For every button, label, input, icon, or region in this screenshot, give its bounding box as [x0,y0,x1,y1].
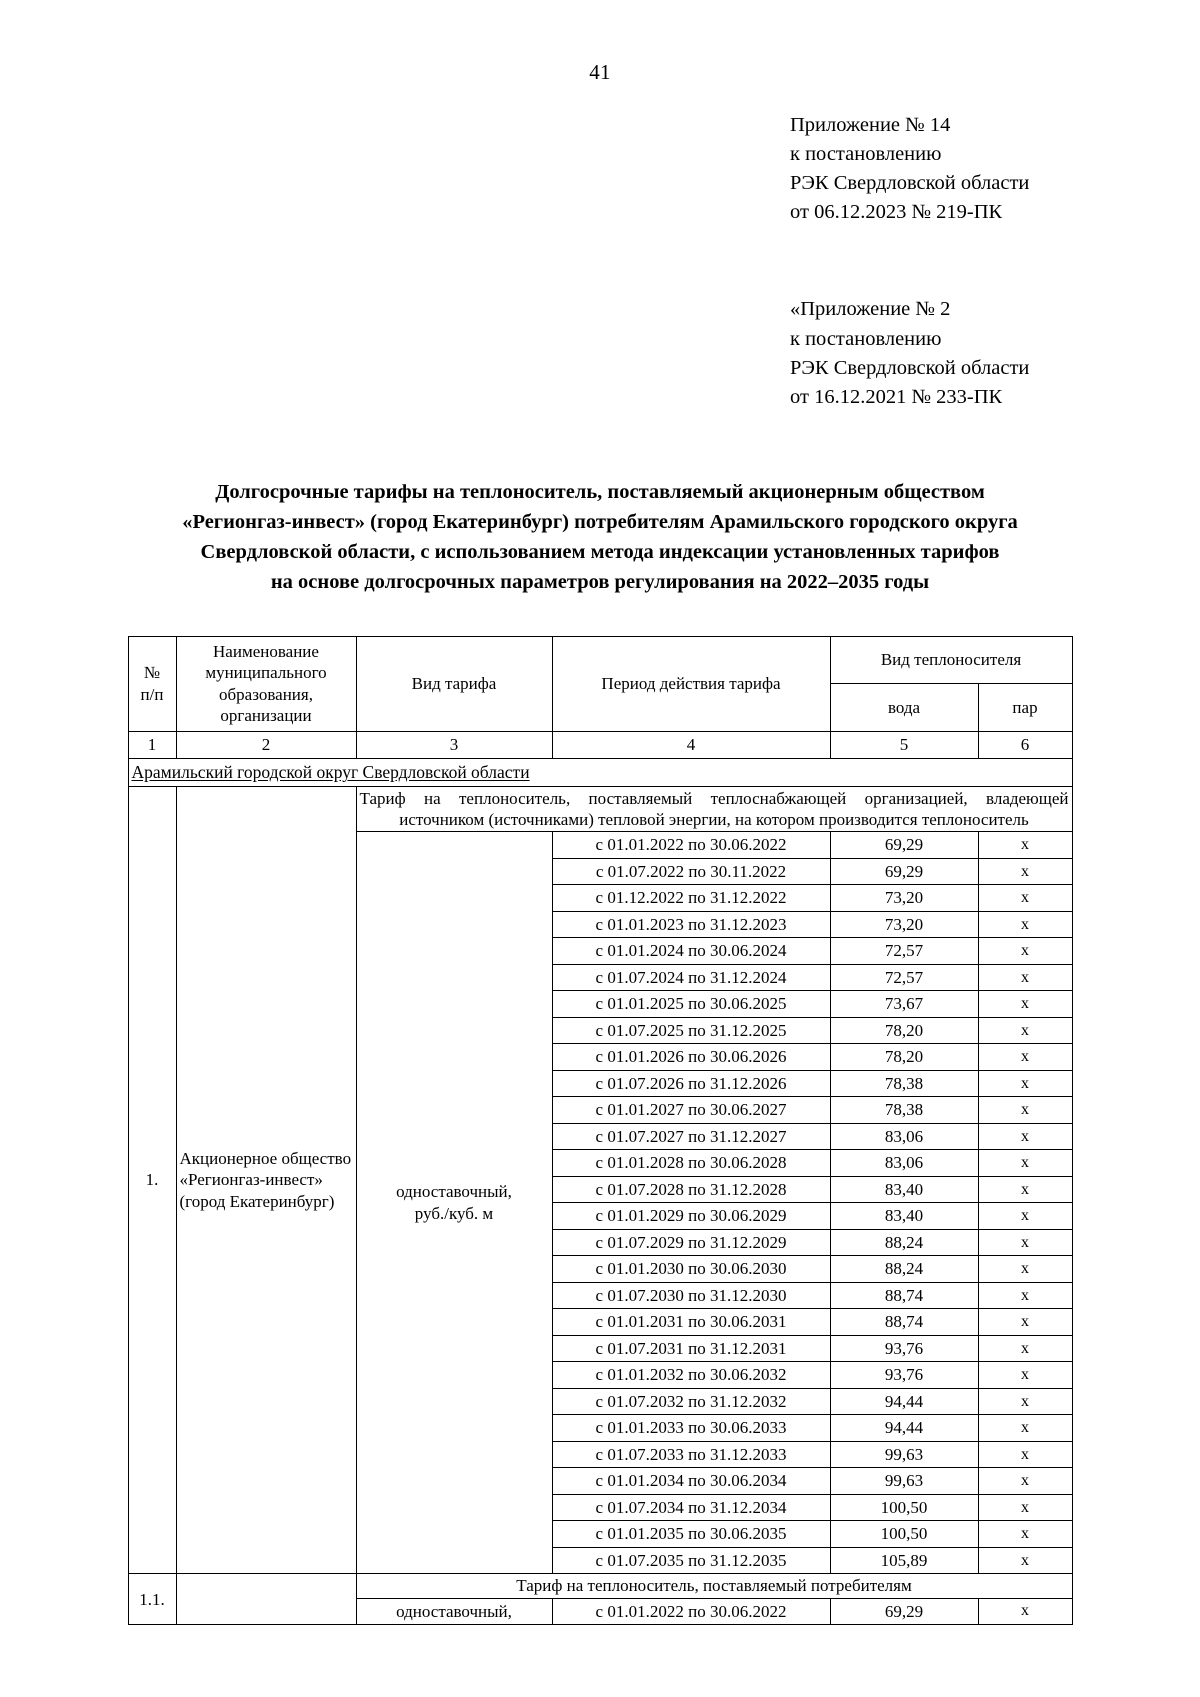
water-value-cell: 99,63 [830,1441,978,1468]
header-cell-municipality [176,636,356,731]
water-value-cell: 69,29 [830,858,978,885]
table-column-number-row [128,731,1072,758]
period-cell: с 01.01.2034 по 30.06.2034 [552,1468,830,1495]
header-number-line1: № [143,663,161,683]
period-cell: с 01.07.2022 по 30.11.2022 [552,858,830,885]
water-value-cell: 88,74 [830,1282,978,1309]
tariff-type-cell [356,832,552,1574]
appendix-date-line: от 06.12.2023 № 219-ПК [790,201,1003,224]
steam-value-cell: х [978,1547,1072,1574]
appendix-header-blocks [0,111,1200,412]
water-value-cell: 69,29 [830,832,978,859]
header-cell-tariff-type: Вид тарифа [356,636,552,731]
tariff-type-line: одноставочный, [396,1182,512,1202]
period-cell: с 01.01.2035 по 30.06.2035 [552,1521,830,1548]
water-value-cell: 88,74 [830,1309,978,1336]
section-title-text: Арамильский городской округ Свердловской области [131,762,530,783]
column-number: 1 [128,731,176,758]
steam-value-cell: х [978,1441,1072,1468]
header-municipality-line4: организации [220,705,312,725]
tariff-type-line: одноставочный, [396,1601,512,1621]
header-cell-period: Период действия тарифа [552,636,830,731]
period-cell: с 01.07.2035 по 31.12.2035 [552,1547,830,1574]
water-value-cell: 88,24 [830,1229,978,1256]
steam-value-cell: х [978,1176,1072,1203]
water-value-cell: 72,57 [830,964,978,991]
water-value-cell: 83,06 [830,1150,978,1177]
organization-line: (город Екатеринбург) [179,1191,335,1211]
header-municipality-line3: образования, [219,684,313,704]
organization-cell [176,786,356,1574]
header-municipality-line1: Наименование [213,641,319,661]
header-cell-number [128,636,176,731]
tariff-table-body [128,636,1072,1625]
appendix-date-line: от 16.12.2021 № 233-ПК [790,385,1003,408]
steam-value-cell: х [978,1203,1072,1230]
steam-value-cell: х [978,1017,1072,1044]
steam-value-cell: х [978,991,1072,1018]
page-number: 41 [589,60,611,84]
water-value-cell: 83,40 [830,1176,978,1203]
table-header-row [128,636,1072,684]
header-municipality-line2: муниципального [205,663,327,683]
appendix-title-line: Приложение № 14 [790,114,951,136]
water-value-cell: 69,29 [830,1598,978,1625]
organization-cell-empty [176,1574,356,1625]
period-cell: с 01.07.2033 по 31.12.2033 [552,1441,830,1468]
water-value-cell: 99,63 [830,1468,978,1495]
appendix-resolution-line: к постановлению [790,143,942,166]
steam-value-cell: х [978,1256,1072,1283]
steam-value-cell: х [978,1388,1072,1415]
appendix-authority-line: РЭК Свердловской области [790,172,1030,195]
header-cell-water: вода [830,684,978,732]
period-cell: с 01.07.2027 по 31.12.2027 [552,1123,830,1150]
water-value-cell: 78,20 [830,1044,978,1071]
tariff-type-line: руб./куб. м [414,1203,494,1223]
tariff-scope-note: Тариф на теплоноситель, поставляемый потребителям [356,1574,1072,1598]
header-cell-steam: пар [978,684,1072,732]
period-cell: с 01.07.2034 по 31.12.2034 [552,1494,830,1521]
document-title-line: Свердловской области, с использованием метода индексации установленных тарифов [200,540,1000,563]
water-value-cell: 83,40 [830,1203,978,1230]
water-value-cell: 73,20 [830,885,978,912]
steam-value-cell: х [978,1150,1072,1177]
row-index-cell: 1.1. [128,1574,176,1625]
water-value-cell: 83,06 [830,1123,978,1150]
column-number: 5 [830,731,978,758]
steam-value-cell: х [978,1282,1072,1309]
water-value-cell: 72,57 [830,938,978,965]
period-cell: с 01.07.2030 по 31.12.2030 [552,1282,830,1309]
period-cell: с 01.01.2022 по 30.06.2022 [552,832,830,859]
water-value-cell: 78,20 [830,1017,978,1044]
period-cell: с 01.01.2029 по 30.06.2029 [552,1203,830,1230]
period-cell: с 01.07.2028 по 31.12.2028 [552,1176,830,1203]
water-value-cell: 94,44 [830,1388,978,1415]
steam-value-cell: х [978,885,1072,912]
table-section-row [128,758,1072,786]
period-cell: с 01.07.2025 по 31.12.2025 [552,1017,830,1044]
organization-line: «Регионгаз-инвест» [179,1170,323,1190]
appendix-header-block-2 [790,295,1200,411]
period-cell: с 01.07.2032 по 31.12.2032 [552,1388,830,1415]
appendix-header-block-1 [790,111,1200,227]
period-cell: с 01.01.2025 по 30.06.2025 [552,991,830,1018]
steam-value-cell: х [978,1521,1072,1548]
period-cell: с 01.07.2026 по 31.12.2026 [552,1070,830,1097]
tariff-type-cell [356,1598,552,1625]
period-cell: с 01.01.2024 по 30.06.2024 [552,938,830,965]
steam-value-cell: х [978,1097,1072,1124]
period-cell: с 01.01.2023 по 31.12.2023 [552,911,830,938]
steam-value-cell: х [978,1229,1072,1256]
steam-value-cell: х [978,832,1072,859]
column-number: 6 [978,731,1072,758]
water-value-cell: 105,89 [830,1547,978,1574]
steam-value-cell: х [978,1468,1072,1495]
document-title-line: Долгосрочные тарифы на теплоноситель, поставляемый акционерным обществом [215,480,985,503]
tariff-table [128,636,1073,1626]
steam-value-cell: х [978,964,1072,991]
water-value-cell: 93,76 [830,1335,978,1362]
steam-value-cell: х [978,938,1072,965]
period-cell: с 01.01.2031 по 30.06.2031 [552,1309,830,1336]
document-title [144,478,1056,598]
column-number: 2 [176,731,356,758]
steam-value-cell: х [978,858,1072,885]
appendix-title-line: «Приложение № 2 [790,298,951,321]
water-value-cell: 78,38 [830,1097,978,1124]
period-cell: с 01.07.2031 по 31.12.2031 [552,1335,830,1362]
header-number-line2: п/п [140,684,164,704]
steam-value-cell: х [978,1362,1072,1389]
water-value-cell: 100,50 [830,1494,978,1521]
table-row [128,1574,1072,1598]
period-cell: с 01.01.2028 по 30.06.2028 [552,1150,830,1177]
period-cell: с 01.01.2026 по 30.06.2026 [552,1044,830,1071]
steam-value-cell: х [978,911,1072,938]
period-cell: с 01.07.2024 по 31.12.2024 [552,964,830,991]
steam-value-cell: х [978,1070,1072,1097]
period-cell: с 01.12.2022 по 31.12.2022 [552,885,830,912]
steam-value-cell: х [978,1044,1072,1071]
period-cell: с 01.01.2032 по 30.06.2032 [552,1362,830,1389]
tariff-scope-note: Тариф на теплоноситель, поставляемый теплоснабжающей организацией, владеющей источником (источниками) тепловой энергии, на котором производится теплоноситель [356,786,1072,832]
water-value-cell: 93,76 [830,1362,978,1389]
steam-value-cell: х [978,1335,1072,1362]
column-number: 3 [356,731,552,758]
document-title-line: на основе долгосрочных параметров регулирования на 2022–2035 годы [270,570,930,593]
steam-value-cell: х [978,1415,1072,1442]
table-row [128,786,1072,832]
water-value-cell: 78,38 [830,1070,978,1097]
row-index-cell: 1. [128,786,176,1574]
document-title-line: «Регионгаз-инвест» (город Екатеринбург) потребителям Арамильского городского округа [182,510,1018,533]
water-value-cell: 88,24 [830,1256,978,1283]
period-cell: с 01.07.2029 по 31.12.2029 [552,1229,830,1256]
period-cell: с 01.01.2027 по 30.06.2027 [552,1097,830,1124]
steam-value-cell: х [978,1123,1072,1150]
column-number: 4 [552,731,830,758]
period-cell: с 01.01.2030 по 30.06.2030 [552,1256,830,1283]
section-title-cell [128,758,1072,786]
water-value-cell: 73,67 [830,991,978,1018]
water-value-cell: 73,20 [830,911,978,938]
period-cell: с 01.01.2022 по 30.06.2022 [552,1598,830,1625]
organization-line: Акционерное общество [179,1148,352,1168]
steam-value-cell: х [978,1309,1072,1336]
appendix-resolution-line: к постановлению [790,327,942,350]
water-value-cell: 100,50 [830,1521,978,1548]
steam-value-cell: х [978,1598,1072,1625]
header-cell-coolant-group: Вид теплоносителя [830,636,1072,684]
steam-value-cell: х [978,1494,1072,1521]
appendix-authority-line: РЭК Свердловской области [790,356,1030,379]
water-value-cell: 94,44 [830,1415,978,1442]
period-cell: с 01.01.2033 по 30.06.2033 [552,1415,830,1442]
